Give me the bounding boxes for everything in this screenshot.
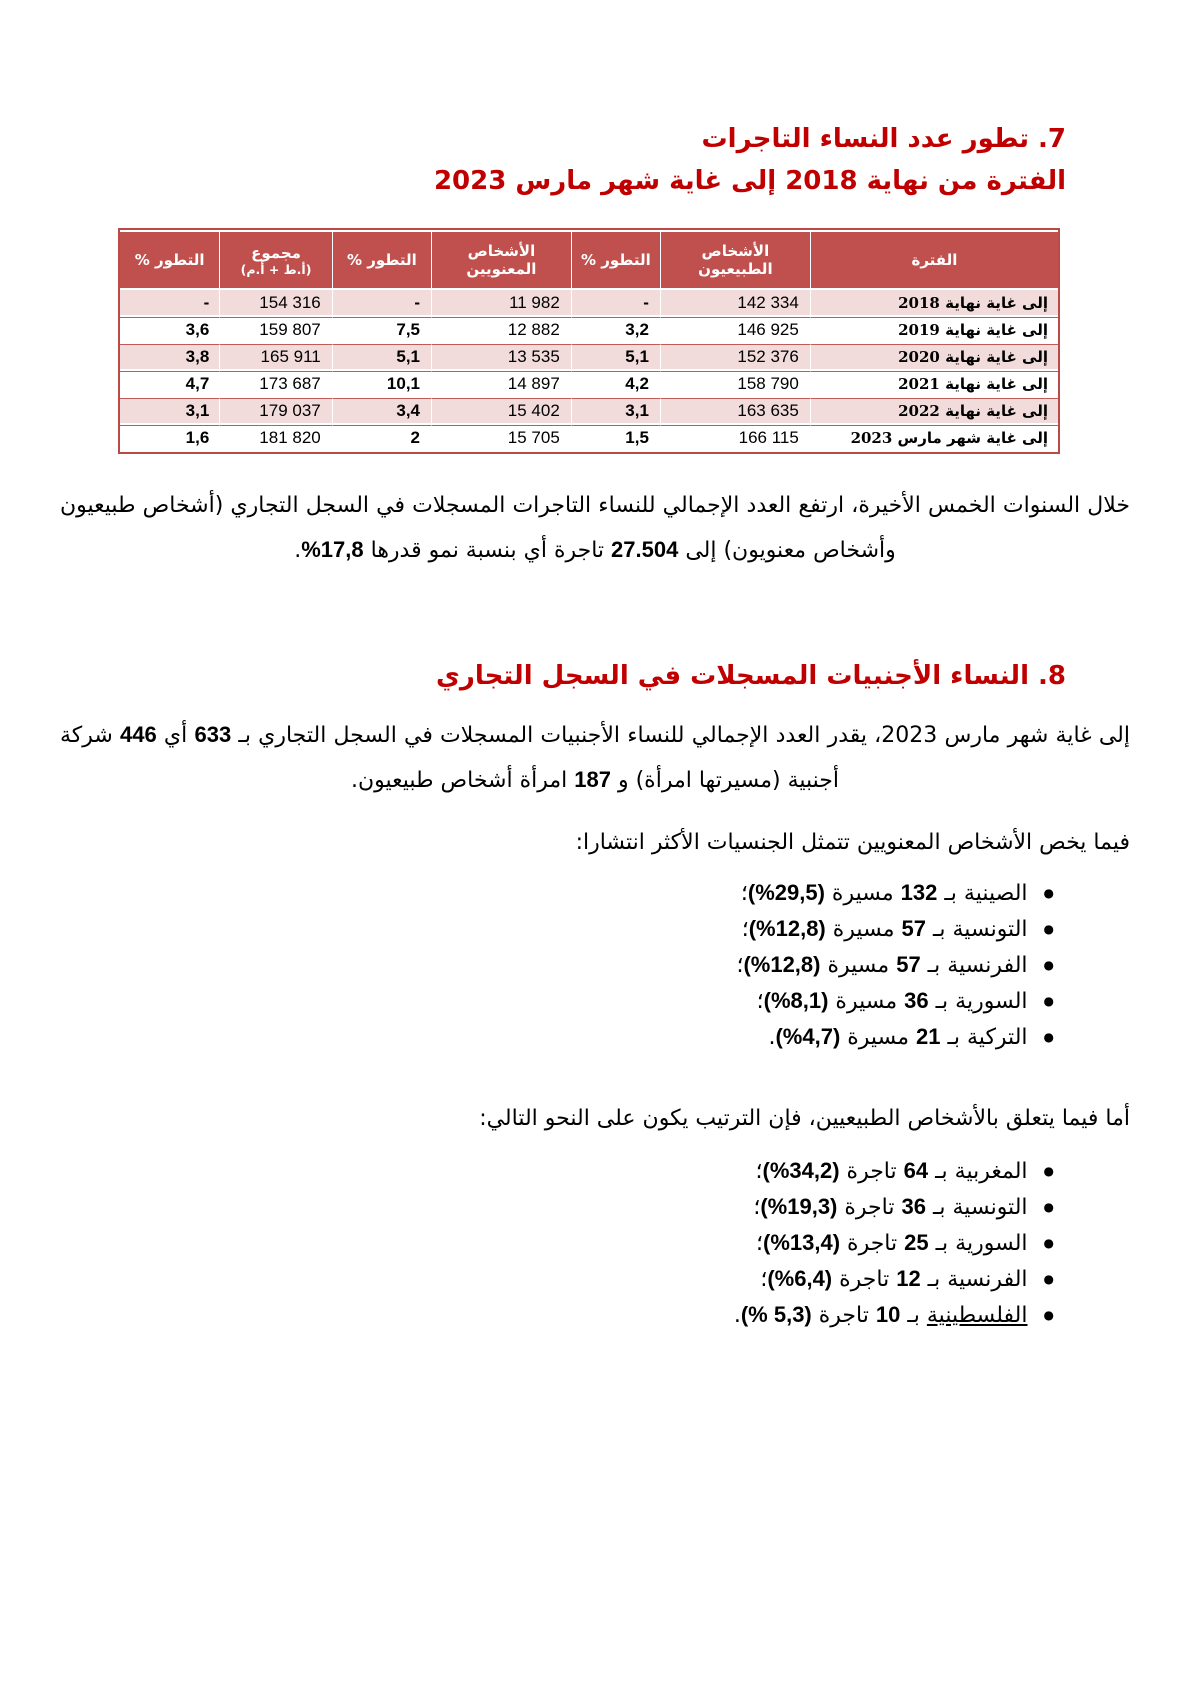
list-item xyxy=(60,1297,1054,1333)
percent-value: (%34,2) xyxy=(762,1158,840,1183)
legal-persons-list xyxy=(60,875,1130,1055)
percent-value: (%13,4) xyxy=(763,1230,841,1255)
unit-label: مسيرة xyxy=(824,881,901,906)
evolution-natural-value: 3,1 xyxy=(571,398,660,423)
period-cell: إلى غاية نهاية 2018 xyxy=(810,290,1058,315)
list-item xyxy=(60,983,1054,1019)
legal-persons-lead: فيما يخص الأشخاص المعنويين تتمثل الجنسيات الأكثر انتشارا: xyxy=(575,830,1130,855)
evolution-natural-value: 3,2 xyxy=(571,317,660,342)
natural-persons-value: 142 334 xyxy=(660,290,810,315)
percent-value: (% 5,3) xyxy=(740,1302,812,1327)
text-run: تاجرة أي بنسبة نمو قدرها xyxy=(363,538,612,563)
unit-label: تاجرة xyxy=(832,1267,897,1292)
section7-subtitle: الفترة من نهاية 2018 إلى غاية شهر مارس 2023 xyxy=(433,166,1066,196)
nationality-label: التونسية بـ xyxy=(925,1195,1028,1220)
total-value: 154 316 xyxy=(219,290,331,315)
evolution-total-value: 1,6 xyxy=(120,425,219,450)
nationality-label: السورية بـ xyxy=(928,989,1028,1014)
evolution-natural-value: 5,1 xyxy=(571,344,660,369)
period-cell: إلى غاية نهاية 2022 xyxy=(810,398,1058,423)
table-row xyxy=(120,425,1058,450)
count-value: 57 xyxy=(901,916,926,941)
evolution-natural-value: - xyxy=(571,290,660,315)
count-value: 57 xyxy=(896,952,921,977)
evolution-natural-value: 1,5 xyxy=(571,425,660,450)
women-traders-table-frame xyxy=(118,228,1060,454)
text-run: أي xyxy=(156,723,195,748)
total-value: 179 037 xyxy=(219,398,331,423)
total-women-count: 27.504 xyxy=(611,537,679,562)
growth-rate-value: %17,8 xyxy=(301,537,364,562)
evolution-legal-value: - xyxy=(332,290,431,315)
evolution-total-value: - xyxy=(120,290,219,315)
table-header-row xyxy=(120,232,1058,288)
unit-label: مسيرة xyxy=(825,917,902,942)
period-cell: إلى غاية شهر مارس 2023 xyxy=(810,425,1058,450)
total-value: 181 820 xyxy=(219,425,331,450)
unit-label: مسيرة xyxy=(828,989,905,1014)
unit-label: تاجرة xyxy=(837,1195,902,1220)
table-row xyxy=(120,398,1058,423)
count-value: 21 xyxy=(915,1024,941,1049)
col-total-line2: (أ.ط + أ.م) xyxy=(240,261,312,277)
evolution-total-value: 4,7 xyxy=(120,371,219,396)
table-row xyxy=(120,290,1058,315)
unit-label: تاجرة xyxy=(839,1159,904,1184)
item-terminator: . xyxy=(768,1025,776,1050)
evolution-natural-value: 4,2 xyxy=(571,371,660,396)
nationality-label: بـ xyxy=(900,1303,927,1328)
foreign-companies-count: 446 xyxy=(120,722,157,747)
col-evolution-natural: التطور % xyxy=(571,232,660,288)
nationality-label: الفرنسية بـ xyxy=(920,953,1028,978)
col-natural-persons: الأشخاص الطبيعيون xyxy=(660,232,810,288)
legal-persons-value: 13 535 xyxy=(431,344,571,369)
list-item xyxy=(60,1189,1054,1225)
percent-value: (%12,8) xyxy=(743,952,821,977)
nationality-label: الفرنسية بـ xyxy=(920,1267,1028,1292)
foreign-natural-count: 187 xyxy=(574,767,611,792)
text-run: خلال السنوات الخمس الأخيرة، ارتفع العدد الإجمالي للنساء التاجرات المسجلات في السجل التجاري (أشخاص طبيعيون وأشخاص معنويون) إلى xyxy=(60,493,1130,563)
nationality-underlined: الفلسطينية xyxy=(926,1303,1028,1328)
natural-persons-value: 146 925 xyxy=(660,317,810,342)
evolution-legal-value: 2 xyxy=(332,425,431,450)
evolution-legal-value: 10,1 xyxy=(332,371,431,396)
nationality-label: المغربية بـ xyxy=(928,1159,1028,1184)
natural-persons-value: 158 790 xyxy=(660,371,810,396)
col-evolution-legal: التطور % xyxy=(332,232,431,288)
item-terminator: ؛ xyxy=(741,917,749,942)
item-terminator: ؛ xyxy=(736,953,744,978)
table-row xyxy=(120,371,1058,396)
list-item xyxy=(60,1261,1054,1297)
total-value: 165 911 xyxy=(219,344,331,369)
section7-title: 7. تطور عدد النساء التاجرات xyxy=(701,124,1066,154)
evolution-legal-value: 5,1 xyxy=(332,344,431,369)
nationality-label: التونسية بـ xyxy=(925,917,1028,942)
evolution-total-value: 3,8 xyxy=(120,344,219,369)
list-item xyxy=(60,1019,1054,1055)
item-terminator: ؛ xyxy=(756,1231,763,1256)
evolution-total-value: 3,1 xyxy=(120,398,219,423)
natural-persons-value: 152 376 xyxy=(660,344,810,369)
legal-persons-value: 15 402 xyxy=(431,398,571,423)
list-item xyxy=(60,1153,1054,1189)
total-value: 159 807 xyxy=(219,317,331,342)
item-terminator: ؛ xyxy=(760,1267,768,1292)
natural-persons-value: 163 635 xyxy=(660,398,810,423)
item-terminator: ؛ xyxy=(755,1159,763,1184)
list-item xyxy=(60,875,1054,911)
text-run: إلى غاية شهر مارس 2023، يقدر العدد الإجمالي للنساء الأجنبيات المسجلات في السجل التجاري بـ xyxy=(231,723,1130,748)
item-terminator: ؛ xyxy=(756,989,764,1014)
table-row xyxy=(120,344,1058,369)
nationality-label: السورية بـ xyxy=(928,1231,1028,1256)
percent-value: (%4,7) xyxy=(775,1024,841,1049)
evolution-total-value: 3,6 xyxy=(120,317,219,342)
col-total-line1: مجموع xyxy=(251,243,301,262)
text-run: شركة أجنبية (مسيرتها امرأة) و xyxy=(60,723,839,793)
table-row xyxy=(120,317,1058,342)
col-period: الفترة xyxy=(810,232,1058,288)
evolution-legal-value: 7,5 xyxy=(332,317,431,342)
percent-value: (%8,1) xyxy=(763,988,829,1013)
count-value: 25 xyxy=(904,1230,929,1255)
count-value: 36 xyxy=(904,988,929,1013)
percent-value: (%19,3) xyxy=(760,1194,838,1219)
list-item xyxy=(60,1225,1054,1261)
evolution-legal-value: 3,4 xyxy=(332,398,431,423)
count-value: 132 xyxy=(900,880,938,905)
percent-value: (%6,4) xyxy=(767,1266,833,1291)
nationality-label: التركية بـ xyxy=(940,1025,1028,1050)
count-value: 64 xyxy=(903,1158,929,1183)
count-value: 36 xyxy=(901,1194,926,1219)
section8-title: 8. النساء الأجنبيات المسجلات في السجل التجاري xyxy=(436,661,1066,691)
percent-value: (%12,8) xyxy=(748,916,826,941)
legal-persons-value: 11 982 xyxy=(431,290,571,315)
unit-label: تاجرة xyxy=(811,1303,876,1328)
period-cell: إلى غاية نهاية 2020 xyxy=(810,344,1058,369)
list-item xyxy=(60,911,1054,947)
foreign-total-count: 633 xyxy=(194,722,232,747)
natural-persons-list xyxy=(60,1153,1130,1333)
total-value: 173 687 xyxy=(219,371,331,396)
women-traders-table xyxy=(120,230,1058,452)
natural-persons-value: 166 115 xyxy=(660,425,810,450)
natural-persons-lead: أما فيما يتعلق بالأشخاص الطبيعيين، فإن الترتيب يكون على النحو التالي: xyxy=(479,1106,1130,1131)
unit-label: تاجرة xyxy=(840,1231,905,1256)
item-terminator: ؛ xyxy=(753,1195,761,1220)
list-item xyxy=(60,947,1054,983)
legal-persons-value: 12 882 xyxy=(431,317,571,342)
text-run: امرأة أشخاص طبيعيون. xyxy=(351,768,575,793)
item-terminator: . xyxy=(733,1303,741,1328)
col-total xyxy=(219,232,331,288)
text-run: . xyxy=(294,538,302,563)
count-value: 10 xyxy=(875,1302,901,1327)
legal-persons-value: 14 897 xyxy=(431,371,571,396)
count-value: 12 xyxy=(896,1266,921,1291)
period-cell: إلى غاية نهاية 2021 xyxy=(810,371,1058,396)
foreign-women-paragraph xyxy=(60,713,1130,803)
legal-persons-value: 15 705 xyxy=(431,425,571,450)
nationality-label: الصينية بـ xyxy=(937,881,1028,906)
unit-label: مسيرة xyxy=(840,1025,916,1050)
period-cell: إلى غاية نهاية 2019 xyxy=(810,317,1058,342)
col-legal-persons: الأشخاص المعنويين xyxy=(431,232,571,288)
item-terminator: ؛ xyxy=(740,881,748,906)
col-evolution-total: التطور % xyxy=(120,232,219,288)
percent-value: (%29,5) xyxy=(747,880,825,905)
summary-paragraph xyxy=(60,484,1130,573)
unit-label: مسيرة xyxy=(820,953,897,978)
